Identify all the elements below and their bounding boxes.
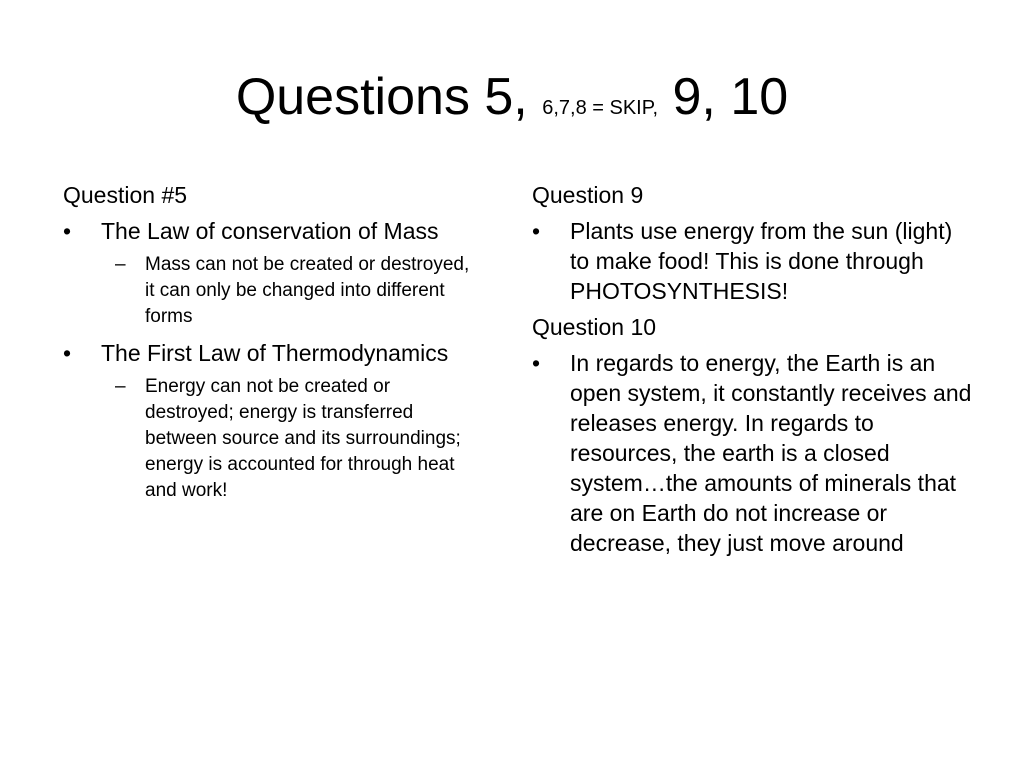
- dash-marker: –: [115, 376, 126, 397]
- sub-bullet-text: Mass can not be created or destroyed, it can only be changed into different forms: [145, 254, 470, 327]
- question-9-heading: Question 9: [532, 182, 644, 208]
- bullet-marker: •: [532, 350, 541, 376]
- bullet-first-law-thermodynamics: [63, 338, 483, 368]
- bullet-conservation-of-mass: [63, 216, 483, 246]
- dash-marker: –: [115, 254, 126, 275]
- title-main-suffix: 9, 10: [672, 68, 789, 126]
- sub-bullet-mass: [63, 252, 483, 330]
- sub-bullet-energy: [63, 374, 483, 504]
- title-small-part: 6,7,8 = SKIP,: [542, 97, 659, 119]
- bullet-text: The First Law of Thermodynamics: [101, 340, 449, 366]
- question-10-heading: Question 10: [532, 314, 657, 340]
- slide-title: [0, 60, 1024, 145]
- question-5-heading: Question #5: [63, 182, 188, 208]
- bullet-photosynthesis: [532, 216, 972, 306]
- right-column: [532, 180, 972, 564]
- bullet-marker: •: [63, 340, 72, 366]
- bullet-text: The Law of conservation of Mass: [101, 218, 439, 244]
- bullet-text: In regards to energy, the Earth is an open system, it constantly receives and releases energy. In regards to resources, the earth is a closed system…the amounts of minerals that are on Earth do not increase or decrease, they just move around: [570, 350, 972, 556]
- title-main-prefix: Questions 5,: [235, 68, 528, 126]
- sub-bullet-text: Energy can not be created or destroyed; energy is transferred between source and its surroundings; energy is accounted for through heat and work!: [145, 376, 461, 501]
- bullet-marker: •: [63, 218, 72, 244]
- left-column: [63, 180, 483, 512]
- bullet-marker: •: [532, 218, 541, 244]
- bullet-text: Plants use energy from the sun (light) to make food! This is done through PHOTOSYNTHESIS!: [570, 218, 953, 304]
- bullet-open-closed-system: [532, 348, 972, 558]
